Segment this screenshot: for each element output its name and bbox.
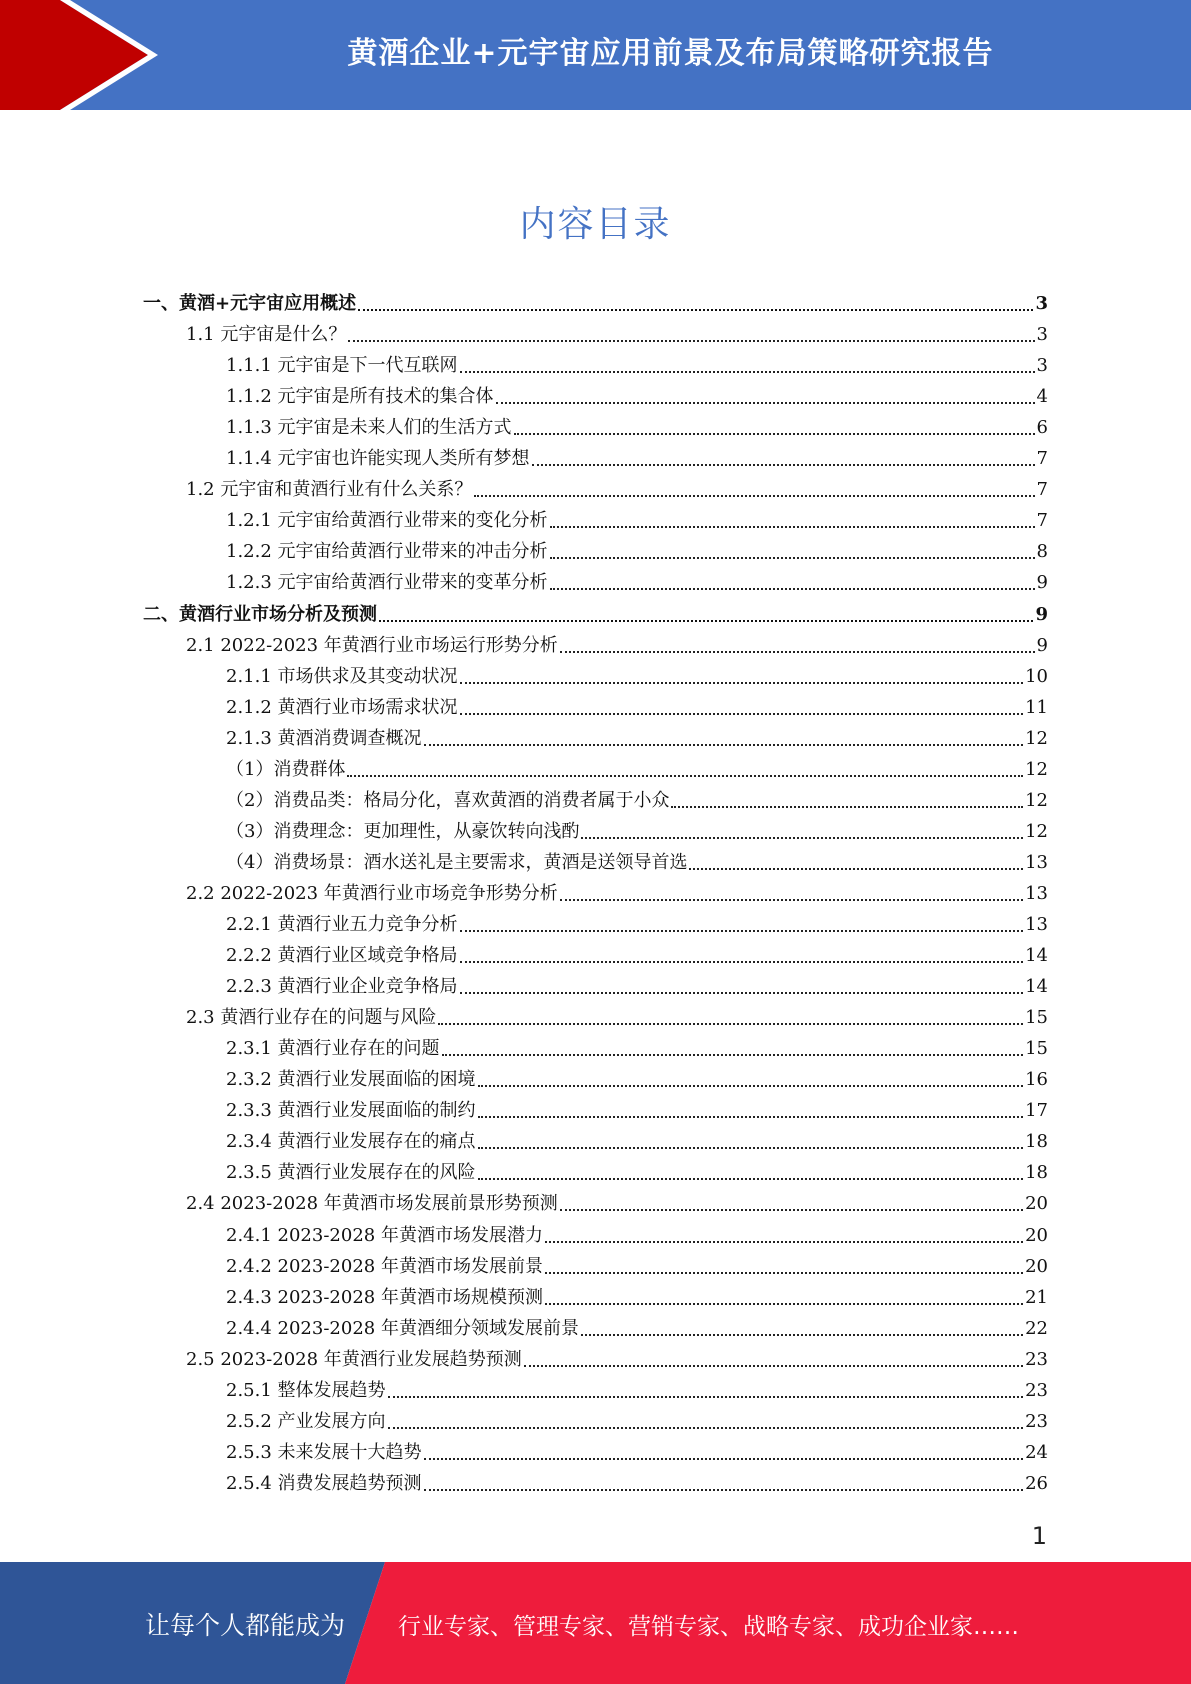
toc-entry[interactable]: [226, 377, 1048, 408]
toc-entry-page: 23: [1025, 1410, 1048, 1432]
toc-entry-page: 3: [1036, 355, 1048, 377]
toc-dot-leader: [460, 918, 1024, 932]
toc-entry[interactable]: [226, 1216, 1048, 1247]
toc-dot-leader: [524, 1353, 1023, 1367]
toc-dot-leader: [560, 1197, 1023, 1211]
toc-entry[interactable]: [226, 501, 1048, 532]
toc-entry-title: 2.5.4 消费发展趋势预测: [226, 1472, 422, 1494]
toc-entry-page: 8: [1036, 541, 1048, 563]
toc-entry-page: 14: [1025, 976, 1048, 998]
toc-entry-title: 2.3 黄酒行业存在的问题与风险: [186, 1007, 437, 1029]
toc-entry-page: 12: [1025, 789, 1048, 811]
toc-dot-leader: [550, 576, 1035, 590]
toc-entry[interactable]: [226, 1247, 1048, 1278]
toc-dot-leader: [460, 949, 1024, 963]
toc-entry-page: 3: [1036, 324, 1048, 346]
toc-entry-title: 1.1.3 元宇宙是未来人们的生活方式: [226, 417, 512, 439]
toc-entry[interactable]: [226, 408, 1048, 439]
toc-dot-leader: [478, 1104, 1024, 1118]
page-number: 1: [1031, 1522, 1047, 1550]
toc-entry[interactable]: [226, 750, 1048, 781]
toc-entry-page: 14: [1025, 945, 1048, 967]
toc-dot-leader: [379, 608, 1033, 622]
toc-entry-title: 1.2.1 元宇宙给黄酒行业带来的变化分析: [226, 510, 548, 532]
toc-entry-title: 二、黄酒行业市场分析及预测: [143, 603, 377, 625]
toc-entry-title: 2.5.2 产业发展方向: [226, 1410, 386, 1432]
toc-entry-title: 2.4.1 2023-2028 年黄酒市场发展潜力: [226, 1224, 543, 1246]
toc-entry-page: 10: [1025, 665, 1048, 687]
toc-entry-title: 2.4.3 2023-2028 年黄酒市场规模预测: [226, 1286, 543, 1308]
toc-entry-page: 20: [1025, 1255, 1048, 1277]
toc-dot-leader: [550, 545, 1035, 559]
footer-band: [0, 1562, 1191, 1684]
toc-entry-title: 2.1.1 市场供求及其变动状况: [226, 665, 458, 687]
toc-entry[interactable]: [226, 812, 1048, 843]
toc-entry[interactable]: [226, 1029, 1048, 1060]
toc-entry[interactable]: [186, 470, 1048, 501]
toc-dot-leader: [560, 639, 1035, 653]
toc-dot-leader: [424, 1446, 1024, 1460]
toc-entry-title: 1.2.2 元宇宙给黄酒行业带来的冲击分析: [226, 541, 548, 563]
toc-entry-page: 18: [1025, 1131, 1048, 1153]
toc-entry-title: 2.4.4 2023-2028 年黄酒细分领域发展前景: [226, 1317, 579, 1339]
toc-entry[interactable]: [226, 1122, 1048, 1153]
toc-dot-leader: [560, 887, 1023, 901]
toc-entry[interactable]: [186, 626, 1048, 657]
toc-dot-leader: [545, 1260, 1023, 1274]
toc-entry[interactable]: [226, 1060, 1048, 1091]
toc-entry-page: 7: [1036, 448, 1048, 470]
toc-dot-leader: [347, 763, 1023, 777]
toc-dot-leader: [581, 1322, 1023, 1336]
toc-dot-leader: [514, 421, 1035, 435]
toc-entry-title: 2.5 2023-2028 年黄酒行业发展趋势预测: [186, 1348, 522, 1370]
toc-entry-page: 17: [1025, 1100, 1048, 1122]
toc-dot-leader: [388, 1415, 1024, 1429]
toc-entry[interactable]: [226, 657, 1048, 688]
toc-entry[interactable]: [186, 315, 1048, 346]
toc-entry-title: （2）消费品类：格局分化，喜欢黄酒的消费者属于小众: [226, 789, 670, 811]
toc-entry-title: 2.1.3 黄酒消费调查概况: [226, 727, 422, 749]
toc-entry-title: 2.5.3 未来发展十大趋势: [226, 1441, 422, 1463]
toc-entry-title: 2.4 2023-2028 年黄酒市场发展前景形势预测: [186, 1193, 558, 1215]
toc-entry[interactable]: [226, 719, 1048, 750]
toc-entry-page: 12: [1025, 727, 1048, 749]
toc-entry-title: （3）消费理念：更加理性，从豪饮转向浅酌: [226, 820, 580, 842]
toc-dot-leader: [460, 701, 1024, 715]
toc-entry-title: 1.1.2 元宇宙是所有技术的集合体: [226, 386, 494, 408]
toc-entry-title: 1.1.4 元宇宙也许能实现人类所有梦想: [226, 448, 530, 470]
toc-entry[interactable]: [186, 1340, 1048, 1371]
toc-entry[interactable]: [226, 1433, 1048, 1464]
toc-entry-title: 2.2.3 黄酒行业企业竞争格局: [226, 976, 458, 998]
toc-entry[interactable]: [226, 346, 1048, 377]
toc-entry-title: 2.3.2 黄酒行业发展面临的困境: [226, 1069, 476, 1091]
toc-entry-page: 7: [1036, 479, 1048, 501]
toc-dot-leader: [388, 1384, 1024, 1398]
toc-entry-title: 2.2.1 黄酒行业五力竞争分析: [226, 914, 458, 935]
toc-dot-leader: [545, 1229, 1023, 1243]
toc-entry[interactable]: [226, 1278, 1048, 1309]
toc-dot-leader: [358, 297, 1033, 311]
toc-entry-title: 2.3.1 黄酒行业存在的问题: [226, 1038, 440, 1060]
toc-entry-page: 9: [1036, 634, 1048, 656]
toc-entry[interactable]: [226, 781, 1048, 812]
toc-entry[interactable]: [186, 1184, 1048, 1215]
toc-entry[interactable]: [226, 439, 1048, 470]
toc-entry-page: 22: [1025, 1317, 1048, 1339]
footer-slogan-right: 行业专家、管理专家、营销专家、战略专家、成功企业家……: [398, 1614, 1019, 1640]
toc-entry-title: 1.2.3 元宇宙给黄酒行业带来的变革分析: [226, 572, 548, 594]
toc-entry-page: 21: [1025, 1286, 1048, 1308]
toc-entry-title: 1.2 元宇宙和黄酒行业有什么关系？: [186, 479, 473, 501]
toc-dot-leader: [460, 670, 1024, 684]
toc-entry-page: 23: [1025, 1379, 1048, 1401]
toc-entry-page: 13: [1025, 914, 1048, 935]
toc-entry-page: 15: [1025, 1007, 1048, 1029]
toc-dot-leader: [581, 825, 1023, 839]
toc-dot-leader: [478, 1135, 1024, 1149]
toc-entry[interactable]: [226, 905, 1048, 936]
toc-entry[interactable]: [226, 1309, 1048, 1340]
toc-entry-page: 12: [1025, 758, 1048, 780]
toc-dot-leader: [496, 390, 1035, 404]
toc-dot-leader: [478, 1166, 1024, 1180]
toc-dot-leader: [532, 452, 1035, 466]
toc-entry[interactable]: [226, 1464, 1048, 1495]
toc-dot-leader: [550, 514, 1035, 528]
toc-entry[interactable]: [186, 874, 1048, 905]
toc-entry-page: 13: [1025, 882, 1048, 904]
toc-entry-page: 3: [1035, 293, 1048, 314]
toc-entry-title: 1.1 元宇宙是什么？: [186, 324, 347, 346]
toc-entry[interactable]: [186, 998, 1048, 1029]
toc-entry-page: 4: [1036, 386, 1048, 408]
toc-heading: 内容目录: [519, 204, 672, 245]
toc-dot-leader: [438, 1011, 1023, 1025]
toc-entry-title: 2.3.4 黄酒行业发展存在的痛点: [226, 1131, 476, 1153]
toc-entry-page: 13: [1025, 851, 1048, 873]
toc-entry-page: 20: [1025, 1193, 1048, 1215]
toc-entry-page: 9: [1036, 572, 1048, 594]
toc-entry-title: 2.3.3 黄酒行业发展面临的制约: [226, 1100, 476, 1122]
toc-dot-leader: [689, 856, 1023, 870]
toc-dot-leader: [460, 359, 1035, 373]
toc-entry[interactable]: [143, 284, 1048, 315]
toc-dot-leader: [424, 732, 1024, 746]
toc-entry[interactable]: [226, 843, 1048, 874]
footer-slogan-left: 让每个人都能成为: [145, 1611, 346, 1640]
toc-entry-title: 1.1.1 元宇宙是下一代互联网: [226, 355, 458, 377]
toc-entry[interactable]: [226, 1091, 1048, 1122]
toc-dot-leader: [474, 483, 1034, 497]
toc-entry-title: 2.2.2 黄酒行业区域竞争格局: [226, 945, 458, 967]
toc-entry[interactable]: [226, 1371, 1048, 1402]
toc-entry-title: 2.1.2 黄酒行业市场需求状况: [226, 696, 458, 718]
toc-entry-title: （1）消费群体: [226, 758, 346, 780]
toc-entry-page: 15: [1025, 1038, 1048, 1060]
toc-entry-title: 一、黄酒+元宇宙应用概述: [143, 293, 357, 314]
toc-entry-title: 2.2 2022-2023 年黄酒行业市场竞争形势分析: [186, 882, 558, 904]
toc-dot-leader: [671, 794, 1023, 808]
toc-entry[interactable]: [226, 967, 1048, 998]
toc-entry[interactable]: [226, 563, 1048, 594]
toc-entry-title: 2.1 2022-2023 年黄酒行业市场运行形势分析: [186, 634, 558, 656]
toc-entry-page: 9: [1035, 603, 1048, 625]
toc-entry-page: 11: [1025, 696, 1048, 718]
toc-entry-page: 7: [1036, 510, 1048, 532]
header-band: [0, 0, 1191, 110]
toc-dot-leader: [478, 1073, 1024, 1087]
toc-entry-title: 2.4.2 2023-2028 年黄酒市场发展前景: [226, 1255, 543, 1277]
toc-dot-leader: [545, 1291, 1023, 1305]
toc-entry-page: 18: [1025, 1162, 1048, 1184]
toc-entry-page: 24: [1025, 1441, 1048, 1463]
toc-entry[interactable]: [226, 936, 1048, 967]
report-title: 黄酒企业+元宇宙应用前景及布局策略研究报告: [347, 36, 994, 71]
toc-entry-page: 12: [1025, 820, 1048, 842]
toc-entry-page: 26: [1025, 1472, 1048, 1494]
toc-entry[interactable]: [143, 595, 1048, 626]
toc-dot-leader: [424, 1477, 1024, 1491]
toc-entry-title: 2.3.5 黄酒行业发展存在的风险: [226, 1162, 476, 1184]
toc-entry[interactable]: [226, 1153, 1048, 1184]
toc-entry-page: 16: [1025, 1069, 1048, 1091]
toc-dot-leader: [348, 328, 1034, 342]
toc-entry[interactable]: [226, 1402, 1048, 1433]
toc-entry-page: 20: [1025, 1224, 1048, 1246]
toc-entry-title: 2.5.1 整体发展趋势: [226, 1379, 386, 1401]
toc-entry-page: 6: [1036, 417, 1048, 439]
toc-entry[interactable]: [226, 688, 1048, 719]
toc-entry-title: （4）消费场景：酒水送礼是主要需求，黄酒是送领导首选: [226, 851, 688, 873]
toc-dot-leader: [442, 1042, 1024, 1056]
toc-entry[interactable]: [226, 532, 1048, 563]
toc-dot-leader: [460, 980, 1024, 994]
toc-entry-page: 23: [1025, 1348, 1048, 1370]
